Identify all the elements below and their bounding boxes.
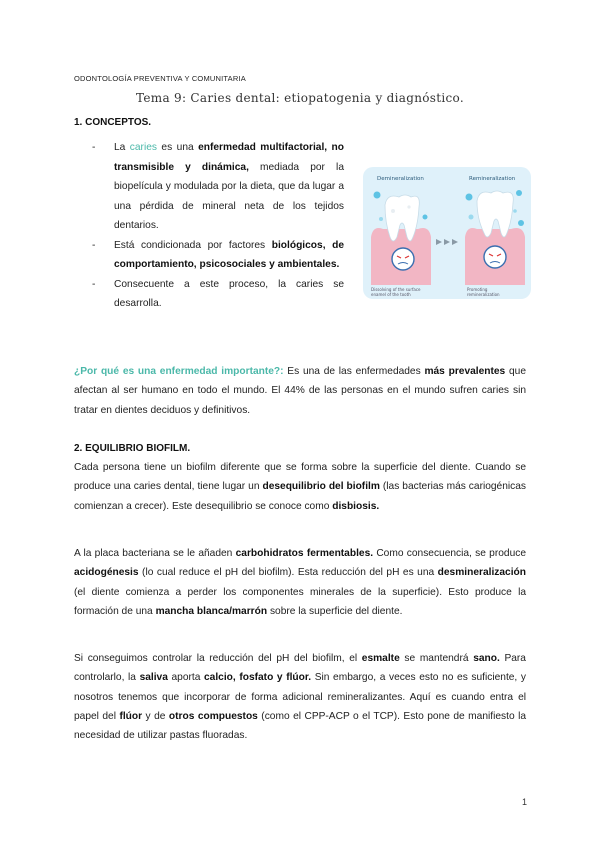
right-caption: remineralization xyxy=(467,292,500,297)
lesion-spot xyxy=(407,205,410,208)
demineralization-label: Demineralization xyxy=(377,176,424,182)
mineral-particle xyxy=(379,217,383,221)
course-header: ODONTOLOGÍA PREVENTIVA Y COMUNITARIA xyxy=(74,74,246,83)
importance-paragraph: ¿Por qué es una enfermedad importante?: Es una de las enfermedades más prevalentes que afectan al ser humano en todo el mundo. El 44% de las personas en el mundo sufren caries sin tratar en dientes deciduos y definitivos. xyxy=(74,366,526,416)
left-caption: Dissolving of the surface xyxy=(371,287,421,292)
arrow-icon xyxy=(452,239,458,245)
mineral-particle xyxy=(518,220,524,226)
arrow-icon xyxy=(436,239,442,245)
list-item: - La caries es una enfermedad multifactorial, no transmisible y dinámica, mediada por la biopelícula y modulada por la dieta, que da lugar a una pérdida de mineral neta de los tejidos dentarios. xyxy=(92,142,345,231)
lesion-spot xyxy=(391,209,395,213)
paragraph: Si conseguimos controlar la reducción del pH del biofilm, el esmalte se mantendrá sano. Para controlarlo, la saliva aporta calcio, fosfato y flúor. Sin embargo, a veces esto no es suficiente, y nosotros tenemos que incorporar de forma adicional remineralizantes. Aquí es cuando entra el papel del flúor y de otros compuestos (como el CPP-ACP o el TCP). Esto pone de manifiesto la necesidad de utilizar pastas fluoradas. xyxy=(74,653,526,742)
page-title: Tema 9: Caries dental: etiopatogenia y diagnóstico. xyxy=(136,91,464,105)
right-caption: Promoting xyxy=(467,287,488,292)
mineral-particle xyxy=(513,209,517,213)
tooth-diagram xyxy=(363,167,531,299)
section-heading-equilibrio: 2. EQUILIBRIO BIOFILM. xyxy=(74,443,191,454)
remineralization-illustration xyxy=(363,167,531,299)
section-heading-conceptos: 1. CONCEPTOS. xyxy=(74,117,152,128)
paragraph: Cada persona tiene un biofilm diferente que se forma sobre la superficie del diente. Cuando se produce una caries dental, tiene lugar un desequilibrio del biofilm (las bacterias más cariogénicas comienzan a crecer). Este desequilibrio se conoce como disbiosis. xyxy=(74,462,527,512)
paragraph: A la placa bacteriana se le añaden carbohidratos fermentables. Como consecuencia, se produce acidogénesis (lo cual reduce el pH del biofilm). Esta reducción del pH es una desmineralización (el diente comienza a perder los componentes minerales de la superficie). Esto produce la formación de una mancha blanca/marrón sobre la superficie del diente. xyxy=(74,548,526,617)
page-number: 1 xyxy=(522,797,528,807)
remineralization-label: Remineralization xyxy=(469,176,516,182)
caries-term: caries xyxy=(129,142,157,153)
bullet-list xyxy=(92,138,344,314)
mineral-particle xyxy=(374,192,381,199)
bacteria-icon xyxy=(392,248,414,270)
arrow-icon xyxy=(444,239,450,245)
bacteria-icon xyxy=(484,246,506,268)
mineral-particle xyxy=(516,190,522,196)
list-item: - Consecuente a este proceso, la caries se desarrolla. xyxy=(92,278,344,309)
left-caption: enamel of the tooth xyxy=(371,292,411,297)
mineral-particle xyxy=(469,215,474,220)
mineral-particle xyxy=(466,194,473,201)
question-highlight: ¿Por qué es una enfermedad importante?: xyxy=(74,366,284,377)
mineral-particle xyxy=(423,215,428,220)
list-item: - Está condicionada por factores biológicos, de comportamiento, psicosociales y ambientales. xyxy=(92,239,344,270)
